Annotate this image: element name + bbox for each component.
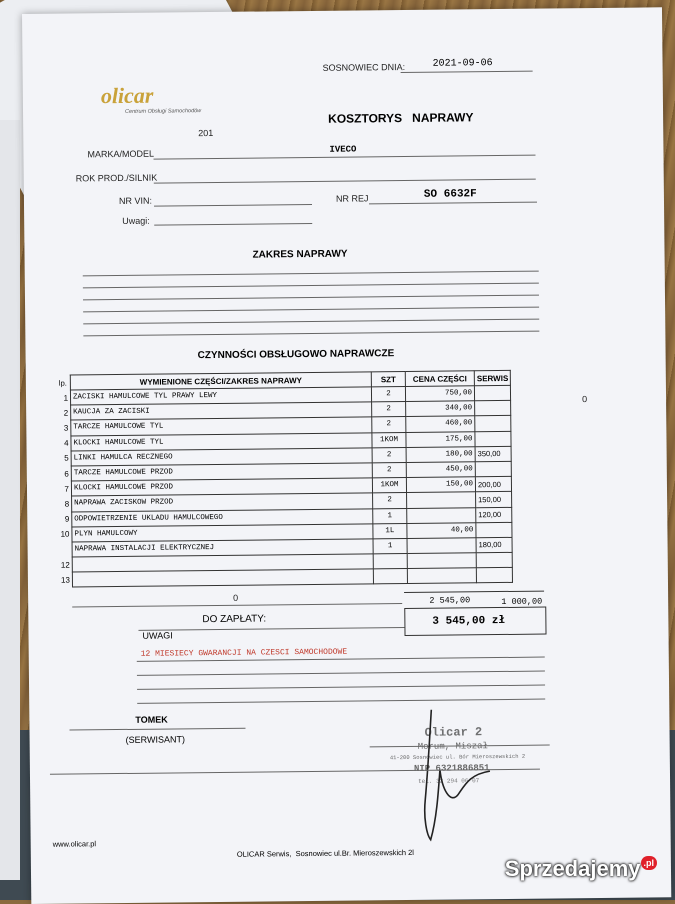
sum-service: 1 000,00 — [501, 596, 543, 608]
row-number: 1 — [63, 393, 69, 403]
notes-line — [154, 223, 312, 226]
row-part-price — [407, 568, 476, 584]
row-part-price — [407, 507, 476, 523]
olicar-logo: olicar — [100, 82, 154, 109]
row-number: 3 — [63, 423, 69, 433]
notes-label: Uwagi: — [122, 215, 150, 226]
vin-line — [154, 204, 312, 207]
row-description: LINKI HAMULCA RECZNEGO — [71, 448, 372, 466]
handwritten-signature — [399, 699, 511, 850]
row-quantity: 1 — [373, 508, 407, 524]
reg-label: NR REJ — [335, 193, 369, 204]
date-value: 2021-09-06 — [432, 58, 493, 70]
row-quantity: 2 — [373, 493, 407, 509]
row-number: 12 — [60, 560, 70, 570]
remarks-text: 12 MIESIECY GWARANCJI NA CZESCI SAMOCHODOWE — [140, 647, 348, 659]
row-description: NAPRAWA INSTALACJI ELEKTRYCZNEJ — [72, 539, 373, 557]
sprzedajemy-watermark: Sprzedajemy .pl — [505, 856, 657, 882]
row-number — [58, 542, 73, 557]
row-number: 13 — [60, 575, 70, 585]
row-quantity: 2 — [372, 417, 406, 433]
sum-zero: 0 — [233, 592, 239, 603]
row-part-price: 750,00 — [405, 386, 474, 402]
row-description: TARCZE HAMULCOWE PRZOD — [71, 463, 372, 481]
row-service-price: 350,00 — [475, 446, 512, 462]
row-service-price — [475, 416, 512, 432]
row-quantity: 2 — [372, 462, 406, 478]
row-service-price — [476, 568, 513, 584]
row-number: 2 — [63, 408, 69, 418]
total-line — [138, 627, 404, 631]
row-service-price — [475, 401, 512, 417]
stamp-line-5: tel. 32 294 06 07 — [418, 777, 480, 785]
row-number: 4 — [63, 438, 69, 448]
row-quantity: 1KOM — [372, 478, 406, 494]
reg-line — [369, 202, 537, 205]
logo-subtitle: Centrum Obsługi Samochodów — [124, 108, 202, 115]
row-description: ODPOWIETRZENIE UKLADU HAMULCOWEGO — [72, 508, 373, 526]
reg-value: SO 6632F — [423, 188, 477, 201]
year-line — [154, 179, 536, 184]
technician-line — [69, 728, 245, 731]
row-quantity: 1 — [373, 538, 407, 554]
stamp-line-1: Olicar 2 — [424, 725, 483, 740]
col-header-qty: SZT — [371, 372, 405, 387]
row-service-price: 180,00 — [476, 537, 513, 553]
document-number: 201 — [198, 128, 214, 139]
total-label: DO ZAPŁATY: — [202, 613, 267, 626]
row-part-price: 450,00 — [406, 462, 475, 478]
row-service-price — [475, 461, 512, 477]
row-part-price: 340,00 — [406, 401, 475, 417]
company-address: OLICAR Serwis, Sosnowiec ul.Br. Mieroszewskich 2l — [236, 847, 414, 859]
stamp-line-3: 41-200 Sosnowiec ul. Bór Mieroszewskich 2 — [389, 752, 526, 762]
stamp-line-4: NIP 6321886851 — [413, 763, 490, 774]
col-header-service: SERWIS — [474, 370, 511, 385]
row-part-price: 180,00 — [406, 447, 475, 463]
row-part-price — [407, 553, 476, 569]
row-description: ZACISKI HAMULCOWE TYL PRAWY LEWY — [70, 387, 371, 405]
row-number: 7 — [64, 484, 70, 494]
row-description: KLOCKI HAMULCOWE PRZOD — [71, 478, 372, 496]
website: www.olicar.pl — [52, 839, 97, 849]
row-number: 8 — [64, 499, 70, 509]
row-quantity: 1KOM — [372, 432, 406, 448]
row-description: PLYN HAMULCOWY — [72, 524, 373, 542]
row-part-price — [407, 538, 476, 554]
row-service-price: 150,00 — [476, 492, 513, 508]
row-number: 9 — [64, 514, 70, 524]
row-description — [72, 569, 373, 587]
document-title: KOSZTORYS NAPRAWY — [328, 110, 474, 126]
services-table — [56, 370, 514, 588]
row-part-price: 175,00 — [406, 431, 475, 447]
background-paper-edge — [0, 120, 20, 880]
row-service-price — [476, 552, 513, 568]
technician-name: TOMEK — [135, 714, 168, 725]
total-value: 3 545,00 zł — [432, 614, 506, 628]
vin-label: NR VIN: — [118, 195, 153, 206]
row-quantity: 1L — [373, 523, 407, 539]
make-value: IVECO — [329, 144, 357, 155]
row-number: 5 — [64, 453, 69, 463]
col-header-lp: lp. — [58, 378, 67, 388]
col-header-description: WYMIENIONE CZĘŚCI/ZAKRES NAPRAWY — [70, 372, 371, 390]
row-service-price: 120,00 — [476, 507, 513, 523]
row-service-price: 200,00 — [475, 477, 512, 493]
row-part-price — [407, 492, 476, 508]
sum-parts: 2 545,00 — [429, 595, 471, 606]
repair-estimate-document — [22, 7, 671, 904]
scope-title: ZAKRES NAPRAWY — [252, 248, 348, 261]
services-title: CZYNNOŚCI OBSŁUGOWO NAPRAWCZE — [197, 348, 395, 362]
make-line — [154, 155, 536, 160]
side-zero: 0 — [582, 394, 588, 405]
row-quantity — [373, 569, 407, 585]
row-number: 10 — [60, 529, 70, 539]
year-label: ROK PROD./SILNIK — [75, 172, 158, 184]
sum-line — [72, 603, 402, 607]
row-number: 6 — [64, 469, 69, 479]
row-part-price: 150,00 — [406, 477, 475, 493]
row-quantity: 2 — [372, 447, 406, 463]
make-label: MARKA/MODEL — [87, 148, 155, 160]
row-service-price — [474, 385, 511, 401]
row-quantity: 2 — [371, 387, 405, 403]
row-part-price: 40,00 — [407, 522, 476, 538]
row-description: KAUCJA ZA ZACISKI — [71, 402, 372, 420]
row-part-price: 460,00 — [406, 416, 475, 432]
row-quantity: 2 — [372, 402, 406, 418]
row-service-price — [475, 431, 512, 447]
date-label: SOSNOWIEC DNIA: — [322, 61, 406, 73]
sum-top-border — [404, 591, 544, 593]
date-line — [401, 71, 533, 73]
stamp-line-2: Morum, Miszał — [417, 741, 488, 752]
row-quantity — [373, 554, 407, 570]
row-description: KLOCKI HAMULCOWE TYL — [71, 432, 372, 450]
row-service-price — [476, 522, 513, 538]
col-header-part-price: CENA CZĘŚCI — [405, 371, 474, 387]
remarks-label: UWAGI — [142, 630, 173, 641]
technician-role: (SERWISANT) — [125, 734, 186, 745]
row-description: NAPRAWA ZACISKOW PRZOD — [72, 493, 373, 511]
row-description: TARCZE HAMULCOWE TYL — [71, 417, 372, 435]
